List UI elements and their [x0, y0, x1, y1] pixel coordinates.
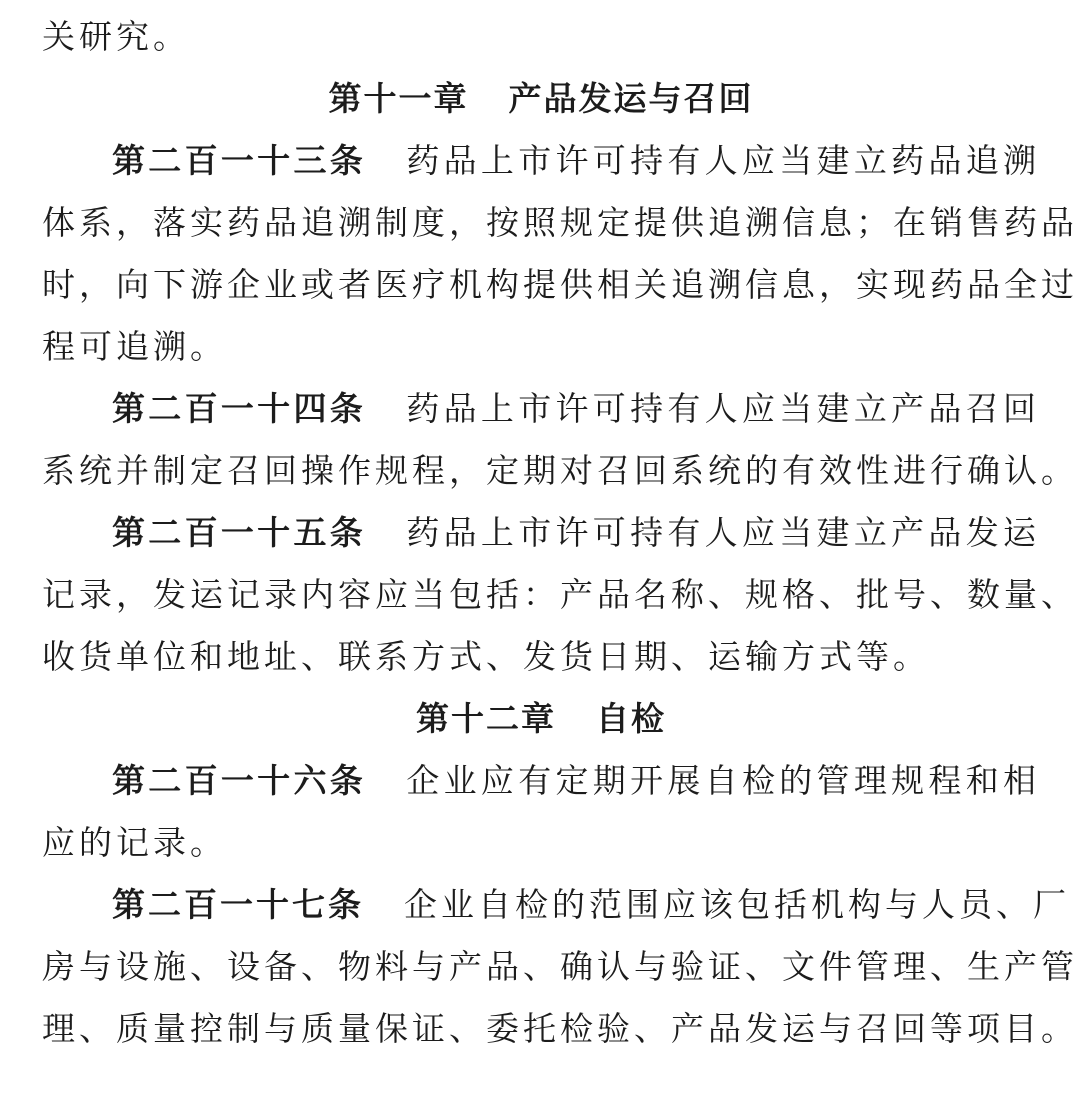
- article-number: 第二百一十三条: [112, 141, 367, 180]
- chapter-heading-11: [42, 68, 1040, 130]
- chapter-number: 第十一章: [328, 79, 469, 118]
- article-text: 药品上市许可持有人应当建立产品召回: [406, 389, 1041, 428]
- chapter-number: 第十二章: [416, 699, 556, 738]
- article-number: 第二百一十七条: [112, 885, 364, 924]
- chapter-title: 自检: [596, 699, 666, 738]
- article-214-line: 系统并制定召回操作规程，定期对召回系统的有效性进行确认。: [42, 451, 1078, 490]
- article-217-line: 理、质量控制与质量保证、委托检验、产品发运与召回等项目。: [42, 1009, 1078, 1048]
- article-text: 企业应有定期开展自检的管理规程和相: [406, 761, 1041, 800]
- chapter-heading-12: [42, 688, 1040, 750]
- article-217-first-line: [42, 874, 1070, 936]
- article-213-line: 体系，落实药品追溯制度，按照规定提供追溯信息；在销售药品: [42, 203, 1078, 242]
- article-216-first-line: [42, 750, 1040, 812]
- article-217-line: 房与设施、设备、物料与产品、确认与验证、文件管理、生产管: [42, 947, 1078, 986]
- article-215-first-line: [42, 502, 1040, 564]
- article-214-first-line: [42, 378, 1040, 440]
- article-213-line: 时，向下游企业或者医疗机构提供相关追溯信息，实现药品全过: [42, 265, 1078, 304]
- article-number: 第二百一十六条: [112, 761, 367, 800]
- article-215-line: 记录，发运记录内容应当包括：产品名称、规格、批号、数量、: [42, 575, 1078, 614]
- article-text: 企业自检的范围应该包括机构与人员、厂: [404, 885, 1070, 924]
- chapter-title: 产品发运与召回: [508, 79, 754, 118]
- article-213-first-line: [42, 130, 1040, 192]
- article-number: 第二百一十四条: [112, 389, 367, 428]
- article-number: 第二百一十五条: [112, 513, 367, 552]
- article-213-line: 程可追溯。: [42, 327, 227, 366]
- article-text: 药品上市许可持有人应当建立产品发运: [406, 513, 1041, 552]
- article-216-line: 应的记录。: [42, 823, 227, 862]
- article-text: 药品上市许可持有人应当建立药品追溯: [406, 141, 1041, 180]
- intro-line: 关研究。: [42, 17, 190, 56]
- article-215-line: 收货单位和地址、联系方式、发货日期、运输方式等。: [42, 637, 930, 676]
